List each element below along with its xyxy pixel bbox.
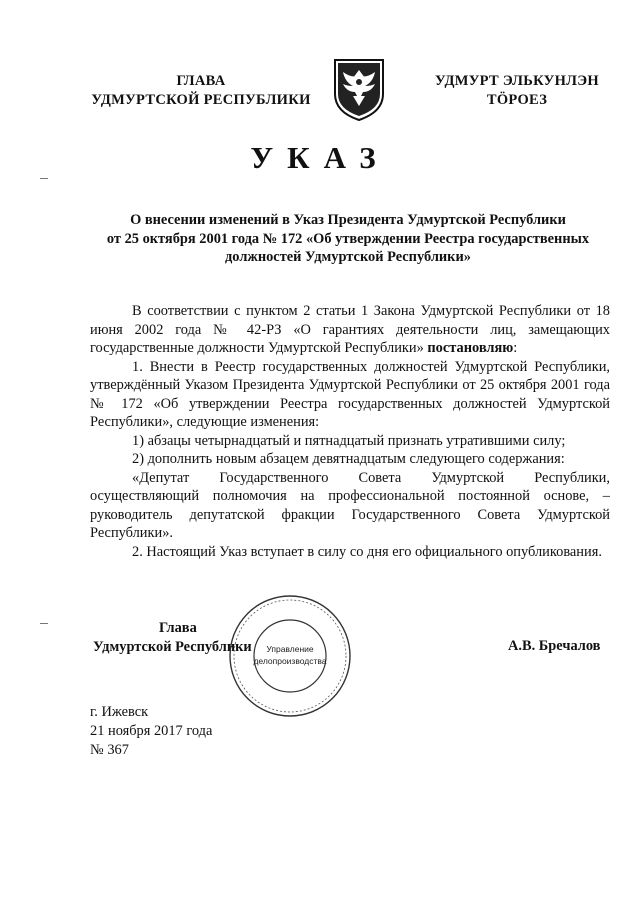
decree-keyword: постановляю [427,340,514,356]
header-left-line1: ГЛАВА [176,73,226,89]
official-stamp [226,592,354,720]
document-title: УКАЗ [250,140,390,175]
signatory-title-line1: Глава [159,620,197,636]
header-right [412,72,622,110]
margin-mark [40,178,48,179]
subject-line: должностей Удмуртской Республики» [225,249,471,265]
signatory-title-line2: Удмуртской Республики [93,639,252,655]
decree-body [90,302,610,561]
header-left-line2: УДМУРТСКОЙ РЕСПУБЛИКИ [91,92,311,108]
clause-2: 2. Настоящий Указ вступает в силу со дня его официального опубликования. [132,543,602,560]
subclause-1: 1) абзацы четырнадцатый и пятнадцатый признать утратившими силу; [132,432,566,449]
clause-1: 1. Внести в Реестр государственных должностей Удмуртской Республики, утверждённый Указом Президента Удмуртской Республики от 25 октября 2001 года № 172 «Об утверждении Реестра государственных должностей Удмуртской Республики», следующие изменения: [90,358,610,430]
subclause-2: 2) дополнить новым абзацем девятнадцатым следующего содержания: [132,451,565,467]
margin-mark [40,623,48,624]
udmurt-coat-of-arms-icon [329,56,389,122]
city: г. Ижевск [90,704,149,720]
subject-line: от 25 октября 2001 года № 172 «Об утверждении Реестра государственных [106,230,590,247]
decree-subject [88,211,608,267]
preamble-paragraph: В соответствии с пунктом 2 статьи 1 Закона Удмуртской Республики от 18 июня 2002 года № 42-РЗ «О гарантиях деятельности лиц, замещающих государственные должности Удмуртской Республики» постановляю: [90,303,610,356]
header-right-line2: ТӦРОЕЗ [486,92,548,108]
header-right-line1: УДМУРТ ЭЛЬКУНЛЭН [435,73,599,89]
quoted-paragraph: «Депутат Государственного Совета Удмуртской Республики, осуществляющий полномочия на профессиональной постоянной основе, – руководитель депутатской фракции Государственного Совета Удмуртской Республики». [90,469,610,541]
date: 21 ноября 2017 года [90,723,213,739]
header-left [86,72,316,110]
signatory-name: А.В. Бречалов [508,638,601,654]
subject-line: О внесении изменений в Указ Президента Удмуртской Республики [130,212,566,228]
place-date-block [90,703,212,760]
stamp-line1: Управление [266,644,314,654]
stamp-line2: делопроизводства [253,656,327,666]
decree-number: № 367 [90,742,129,758]
